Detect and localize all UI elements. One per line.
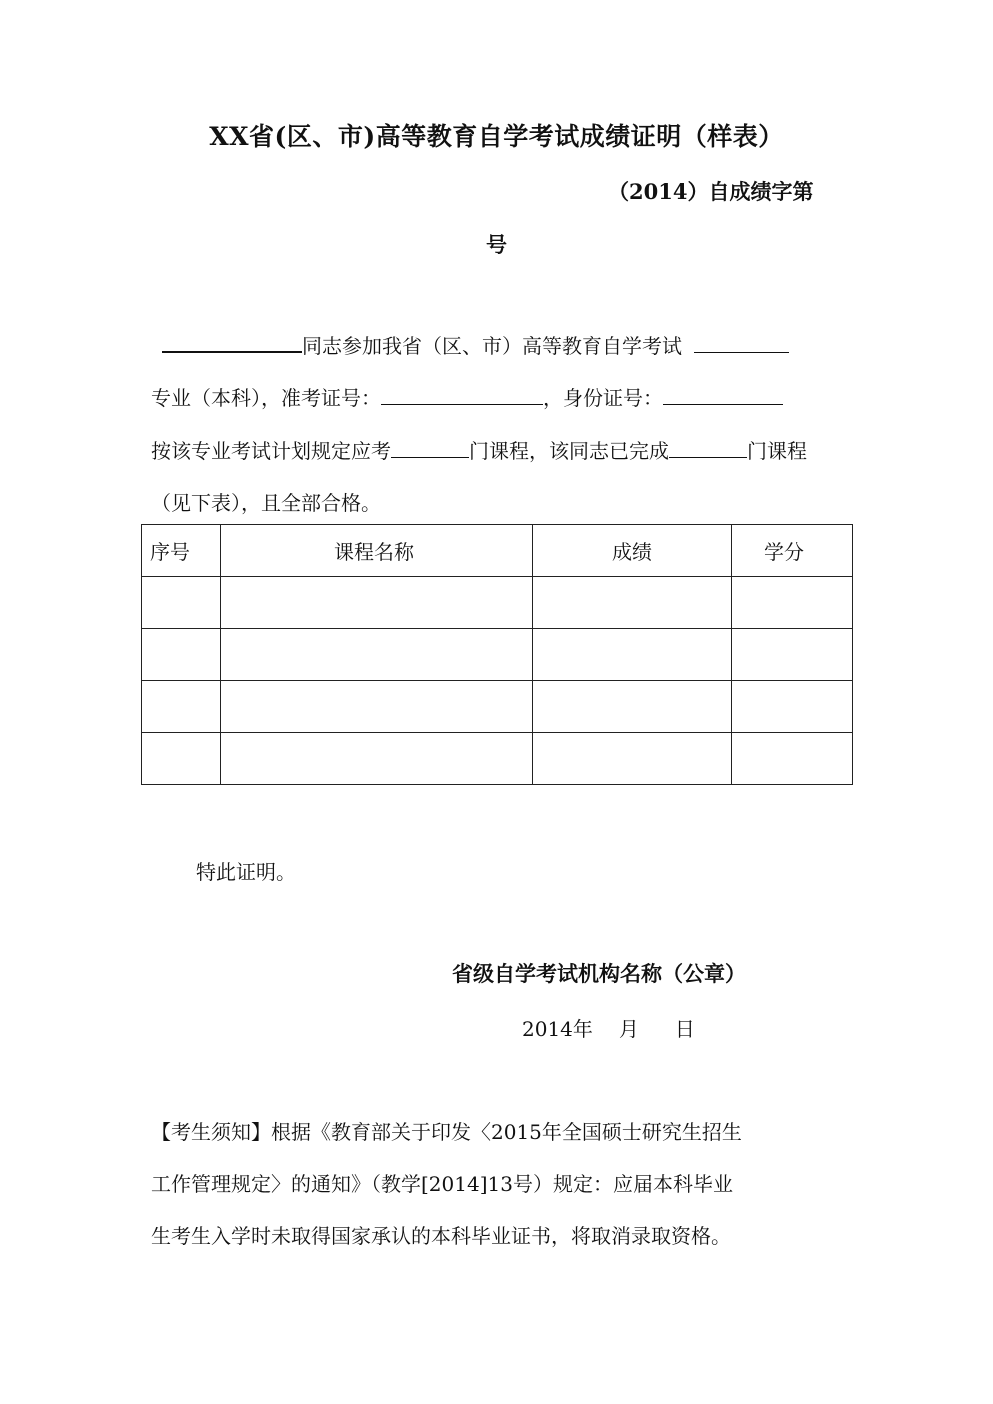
- cell-credit: [732, 629, 853, 681]
- body-line-3-courses-label: 门课程: [747, 439, 807, 463]
- body-line-1-text: 同志参加我省（区、市）高等教育自学考试: [302, 334, 682, 358]
- table-row: [142, 681, 853, 733]
- cell-serial: [142, 681, 221, 733]
- body-line-3-required-label: 按该专业考试计划规定应考: [151, 439, 391, 463]
- table-row: [142, 629, 853, 681]
- table-row: [142, 733, 853, 785]
- cell-serial: [142, 629, 221, 681]
- header-score: 成绩: [533, 525, 732, 577]
- table-row: [142, 577, 853, 629]
- header-serial: 序号: [142, 525, 221, 577]
- date-day: 日: [674, 1017, 695, 1041]
- notice-line-2: 工作管理规定〉的通知》（教学[2014]13号）规定：应届本科毕业: [151, 1172, 733, 1196]
- completed-courses-blank: [669, 437, 747, 458]
- body-line-2-id-label: ，身份证号：: [543, 386, 663, 410]
- body-line-4: （见下表），且全部合格。: [151, 491, 381, 515]
- date-month: 月: [618, 1017, 639, 1041]
- closing-statement: 特此证明。: [196, 860, 296, 884]
- date-year: 2014年: [522, 1017, 593, 1041]
- issue-date: [522, 1013, 695, 1042]
- cell-credit: [732, 733, 853, 785]
- table-header-row: [142, 525, 853, 577]
- document-number-prefix: （2014）自成绩字第: [608, 179, 814, 204]
- major-blank: [694, 332, 789, 353]
- notice-line-1: 【考生须知】根据《教育部关于印发〈2015年全国硕士研究生招生: [151, 1120, 742, 1144]
- cell-serial: [142, 577, 221, 629]
- body-line-1: [162, 330, 789, 359]
- document-title: XX省(区、市)高等教育自学考试成绩证明（样表）: [209, 122, 784, 151]
- cell-serial: [142, 733, 221, 785]
- name-blank: [162, 331, 302, 353]
- document-number-suffix: 号: [486, 232, 507, 257]
- cell-course-name: [221, 577, 533, 629]
- exam-number-blank: [381, 384, 543, 405]
- scores-table: [141, 524, 853, 785]
- cell-credit: [732, 577, 853, 629]
- cell-score: [533, 733, 732, 785]
- id-number-blank: [663, 384, 783, 405]
- cell-score: [533, 629, 732, 681]
- cell-course-name: [221, 733, 533, 785]
- cell-course-name: [221, 629, 533, 681]
- body-line-3: [151, 435, 807, 464]
- cell-score: [533, 577, 732, 629]
- body-line-3-completed-label: 门课程，该同志已完成: [469, 439, 669, 463]
- body-line-2: [151, 382, 783, 411]
- cell-credit: [732, 681, 853, 733]
- cell-course-name: [221, 681, 533, 733]
- body-line-2-major-label: 专业（本科），准考证号：: [151, 386, 381, 410]
- cell-score: [533, 681, 732, 733]
- issuing-organization: 省级自学考试机构名称（公章）: [452, 961, 746, 986]
- header-credit: 学分: [732, 525, 853, 577]
- header-course-name: 课程名称: [221, 525, 533, 577]
- notice-line-3: 生考生入学时未取得国家承认的本科毕业证书，将取消录取资格。: [151, 1224, 731, 1248]
- required-courses-blank: [391, 437, 469, 458]
